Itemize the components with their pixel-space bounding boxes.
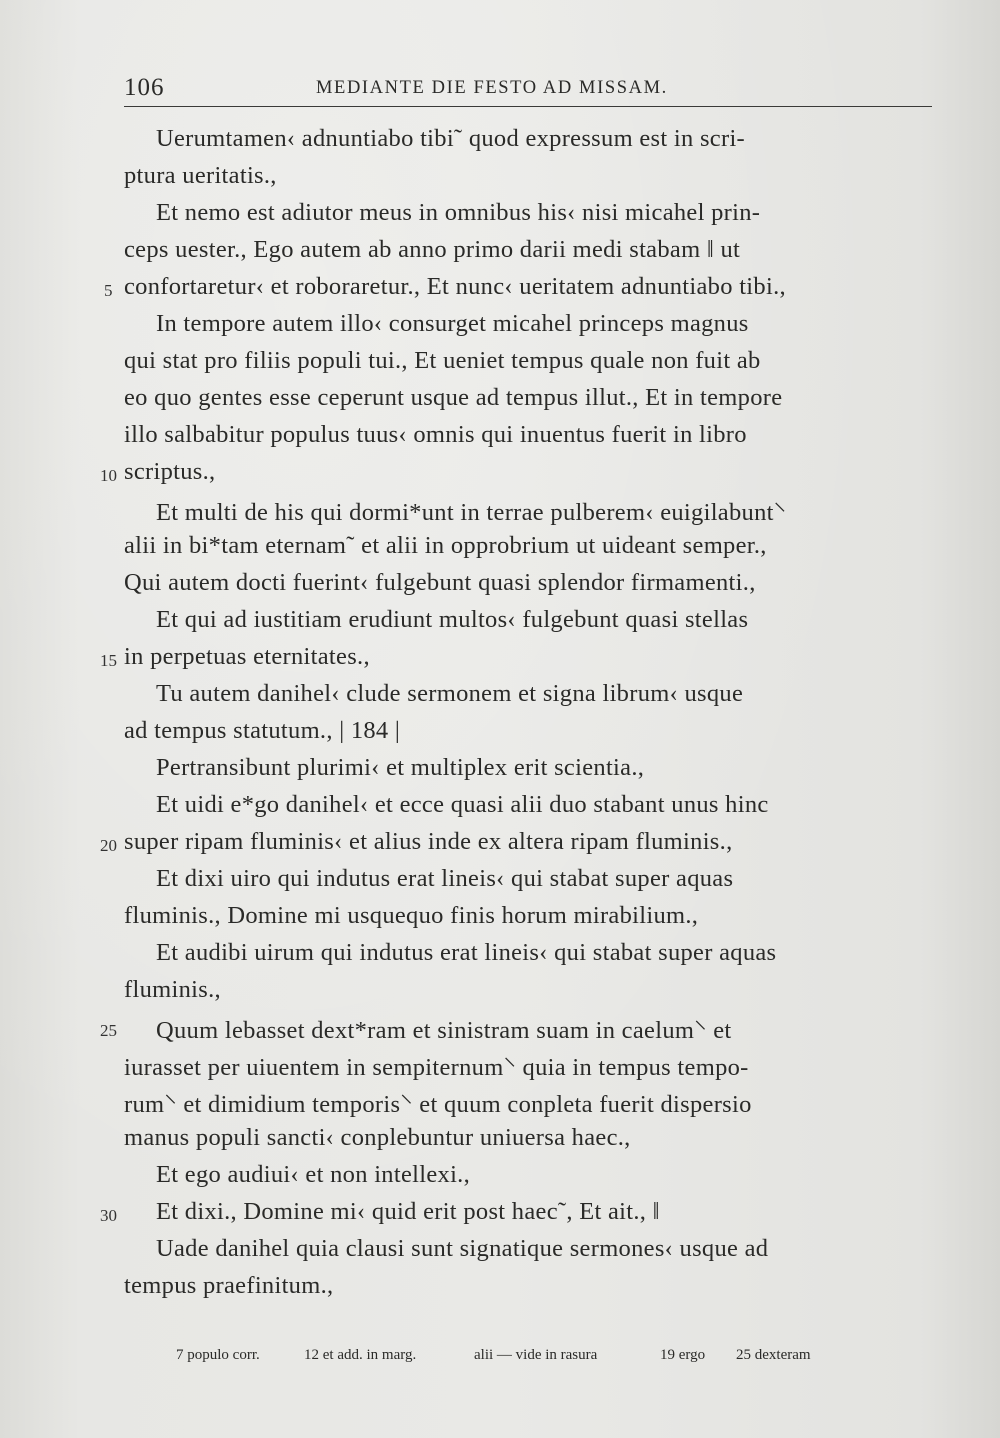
text-line: Et uidi e*go danihel‹ et ecce quasi alii duo stabant unus hinc [156,791,769,818]
note: 7 populo corr. [176,1347,260,1363]
text-line: Et dixi., Domine mi‹ quid erit post haec˜, Et ait., ‖ [156,1198,660,1225]
line-number: 30 [100,1206,117,1225]
text-line: rum⸌ et dimidium temporis⸌ et quum conpleta fuerit dispersio [124,1091,752,1118]
text-line: in perpetuas eternitates., [124,643,370,670]
text-line: alii in bi*tam eternam˜ et alii in opprobrium ut uideant semper., [124,532,767,559]
text-line: Quum lebasset dext*ram et sinistram suam in caelum⸌ et [156,1017,732,1044]
line-number: 25 [100,1021,117,1040]
text-line: manus populi sancti‹ conplebuntur uniuersa haec., [124,1124,631,1151]
text-line: qui stat pro filiis populi tui., Et ueniet tempus quale non fuit ab [124,347,761,374]
text-line: Uerumtamen‹ adnuntiabo tibi˜ quod expressum est in scri- [156,125,746,152]
note: 25 dexteram [736,1347,811,1363]
header-rule [124,106,932,107]
line-number: 5 [104,281,113,300]
text-line: Pertransibunt plurimi‹ et multiplex erit scientia., [156,754,645,781]
text-line: ad tempus statutum., | 184 | [124,717,401,744]
line-number: 15 [100,651,117,670]
text-line: Et ego audiui‹ et non intellexi., [156,1161,471,1188]
text-line: Qui autem docti fuerint‹ fulgebunt quasi splendor firmamenti., [124,569,756,596]
note: 12 et add. in marg. [304,1347,417,1363]
text-line: tempus praefinitum., [124,1272,334,1299]
text-line: super ripam fluminis‹ et alius inde ex altera ripam fluminis., [124,828,733,855]
text-line: scriptus., [124,458,216,485]
text-line: Et multi de his qui dormi*unt in terrae pulberem‹ euigilabunt⸌ [156,499,787,526]
page-number: 106 [124,74,165,101]
text-line: eo quo gentes esse ceperunt usque ad tempus illut., Et in tempore [124,384,783,411]
text-line: In tempore autem illo‹ consurget micahel princeps magnus [156,310,749,337]
text-line: Et nemo est adiutor meus in omnibus his‹ nisi micahel prin- [156,199,761,226]
text-line: Et dixi uiro qui indutus erat lineis‹ qui stabat super aquas [156,865,734,892]
page-header [124,74,930,104]
text-line: confortaretur‹ et roboraretur., Et nunc‹ ueritatem adnuntiabo tibi., [124,273,786,300]
text-line: ceps uester., Ego autem ab anno primo darii medi stabam ‖ ut [124,236,741,263]
text-line: Et qui ad iustitiam erudiunt multos‹ fulgebunt quasi stellas [156,606,749,633]
running-head: MEDIANTE DIE FESTO AD MISSAM. [316,78,668,98]
text-line: Et audibi uirum qui indutus erat lineis‹ qui stabat super aquas [156,939,777,966]
apparatus-notes [176,1347,876,1375]
text-line: fluminis., [124,976,221,1003]
text-line: Tu autem danihel‹ clude sermonem et signa librum‹ usque [156,680,744,707]
line-number: 20 [100,836,117,855]
text-line: Uade danihel quia clausi sunt signatique sermones‹ usque ad [156,1235,769,1262]
text-line: ptura ueritatis., [124,162,277,189]
text-line: illo salbabitur populus tuus‹ omnis qui inuentus fuerit in libro [124,421,747,448]
note: alii — vide in rasura [474,1347,598,1363]
line-number: 10 [100,466,117,485]
note: 19 ergo [660,1347,706,1363]
text-line: fluminis., Domine mi usquequo finis horum mirabilium., [124,902,699,929]
text-line: iurasset per uiuentem in sempiternum⸌ quia in tempus tempo- [124,1054,749,1081]
